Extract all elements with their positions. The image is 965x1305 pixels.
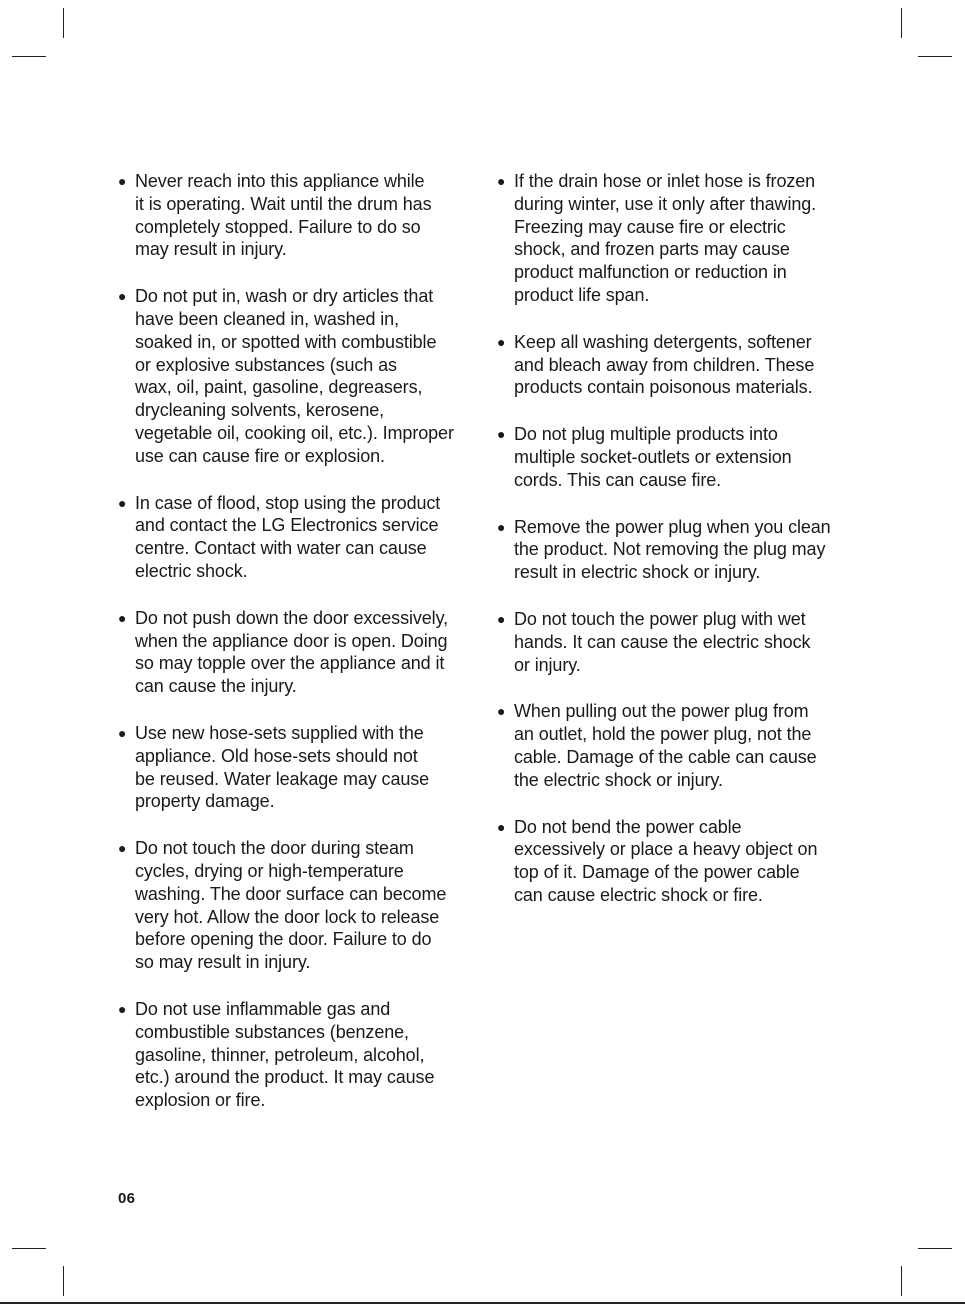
safety-item-text: can cause the injury. [135,676,297,697]
safety-item-text: completely stopped. Failure to do so [135,216,421,237]
safety-item [497,816,847,907]
safety-item-text: so may result in injury. [135,952,311,973]
safety-item-text: soaked in, or spotted with combustible [135,331,437,352]
page-number: 06 [118,1190,136,1207]
safety-item-text: top of it. Damage of the power cable [514,862,800,883]
safety-item-text: product life span. [514,284,650,305]
safety-item-text: explosion or fire. [135,1090,266,1111]
bullet-icon: ● [118,840,127,857]
bullet-icon: ● [497,518,506,535]
left-column [118,170,468,1136]
safety-item-text: hands. It can cause the electric shock [514,631,811,652]
crop-mark-bottom-left [63,1266,64,1296]
safety-item-text: so may topple over the appliance and it [135,653,445,674]
safety-item-text: shock, and frozen parts may cause [514,239,790,260]
safety-item [497,331,847,399]
safety-item-text: If the drain hose or inlet hose is frozen [514,171,816,191]
safety-item-text: cycles, drying or high-temperature [135,860,404,881]
bullet-icon: ● [497,818,506,835]
bullet-icon: ● [497,610,506,627]
safety-item [497,170,847,307]
safety-item [118,837,468,974]
safety-item-text: drycleaning solvents, kerosene, [135,400,385,421]
safety-item-text: Do not use inflammable gas and [135,998,391,1019]
safety-item-text: product malfunction or reduction in [514,262,787,283]
bullet-icon: ● [497,333,506,350]
safety-item [118,170,468,261]
safety-item [497,608,847,676]
safety-item-text: before opening the door. Failure to do [135,929,432,950]
bullet-icon: ● [118,494,127,511]
safety-item-text: may result in injury. [135,239,287,260]
crop-mark-bottom-right [901,1266,902,1296]
safety-item [497,700,847,791]
safety-item-text: very hot. Allow the door lock to release [135,906,440,927]
safety-item [118,722,468,813]
safety-item-text: products contain poisonous materials. [514,377,813,398]
safety-item-text: have been cleaned in, washed in, [135,308,399,329]
safety-item-text: Do not touch the power plug with wet [514,608,806,629]
right-column [497,170,847,931]
bullet-icon: ● [118,724,127,741]
crop-mark-top-left-horizontal [12,56,46,57]
safety-item-text: when the appliance door is open. Doing [135,630,448,651]
safety-item-text: or injury. [514,654,581,675]
safety-item-text: cords. This can cause fire. [514,469,722,490]
crop-mark-top-right-horizontal [918,56,952,57]
safety-item-text: centre. Contact with water can cause [135,538,427,559]
bullet-icon: ● [118,609,127,626]
safety-item-text: multiple socket-outlets or extension [514,446,792,467]
safety-item-text: or explosive substances (such as [135,354,397,375]
safety-item [118,285,468,467]
bullet-icon: ● [497,703,506,720]
crop-mark-bottom-right-horizontal [918,1248,952,1249]
safety-item-text: When pulling out the power plug from [514,701,809,722]
safety-item-text: gasoline, thinner, petroleum, alcohol, [135,1044,425,1065]
crop-mark-top-left [63,8,64,38]
safety-item-text: during winter, use it only after thawing. [514,193,817,214]
bullet-icon: ● [118,173,127,189]
safety-item-text: property damage. [135,791,275,812]
safety-item-text: washing. The door surface can become [135,883,447,904]
safety-item-text: Remove the power plug when you clean [514,516,831,537]
safety-item [118,492,468,583]
safety-item-text: an outlet, hold the power plug, not the [514,724,812,745]
bottom-rule [0,1302,965,1304]
safety-item-text: it is operating. Wait until the drum has [135,193,432,214]
safety-item-text: Use new hose-sets supplied with the [135,722,424,743]
safety-item-text: Do not plug multiple products into [514,424,778,445]
safety-item-text: appliance. Old hose-sets should not [135,745,418,766]
safety-item-text: the product. Not removing the plug may [514,539,826,560]
safety-item-text: the electric shock or injury. [514,769,723,790]
crop-mark-top-right [901,8,902,38]
safety-item-text: and contact the LG Electronics service [135,515,439,536]
safety-item [118,607,468,698]
safety-item-text: combustible substances (benzene, [135,1021,409,1042]
safety-item-text: vegetable oil, cooking oil, etc.). Improper [135,422,454,443]
bullet-icon: ● [497,173,506,189]
safety-item-text: Keep all washing detergents, softener [514,331,812,352]
safety-item-text: electric shock. [135,560,248,581]
bullet-icon: ● [118,1000,127,1017]
safety-item-text: etc.) around the product. It may cause [135,1067,435,1088]
safety-item-text: wax, oil, paint, gasoline, degreasers, [135,377,423,398]
safety-item-text: cable. Damage of the cable can cause [514,746,817,767]
safety-item-text: use can cause fire or explosion. [135,445,385,466]
safety-item [497,516,847,584]
safety-item-text: Never reach into this appliance while [135,171,425,191]
safety-item-text: and bleach away from children. These [514,354,815,375]
crop-mark-bottom-left-horizontal [12,1248,46,1249]
safety-item-text: Do not bend the power cable [514,816,742,837]
bullet-icon: ● [118,288,127,305]
safety-item [497,423,847,491]
safety-item-text: Do not put in, wash or dry articles that [135,286,434,307]
safety-item-text: Freezing may cause fire or electric [514,216,786,237]
safety-item-text: Do not touch the door during steam [135,838,414,859]
bullet-icon: ● [497,426,506,443]
safety-item [118,998,468,1112]
safety-item-text: can cause electric shock or fire. [514,884,763,905]
safety-item-text: In case of flood, stop using the product [135,492,441,513]
safety-item-text: result in electric shock or injury. [514,562,761,583]
safety-item-text: excessively or place a heavy object on [514,839,818,860]
safety-item-text: be reused. Water leakage may cause [135,768,430,789]
safety-item-text: Do not push down the door excessively, [135,607,449,628]
